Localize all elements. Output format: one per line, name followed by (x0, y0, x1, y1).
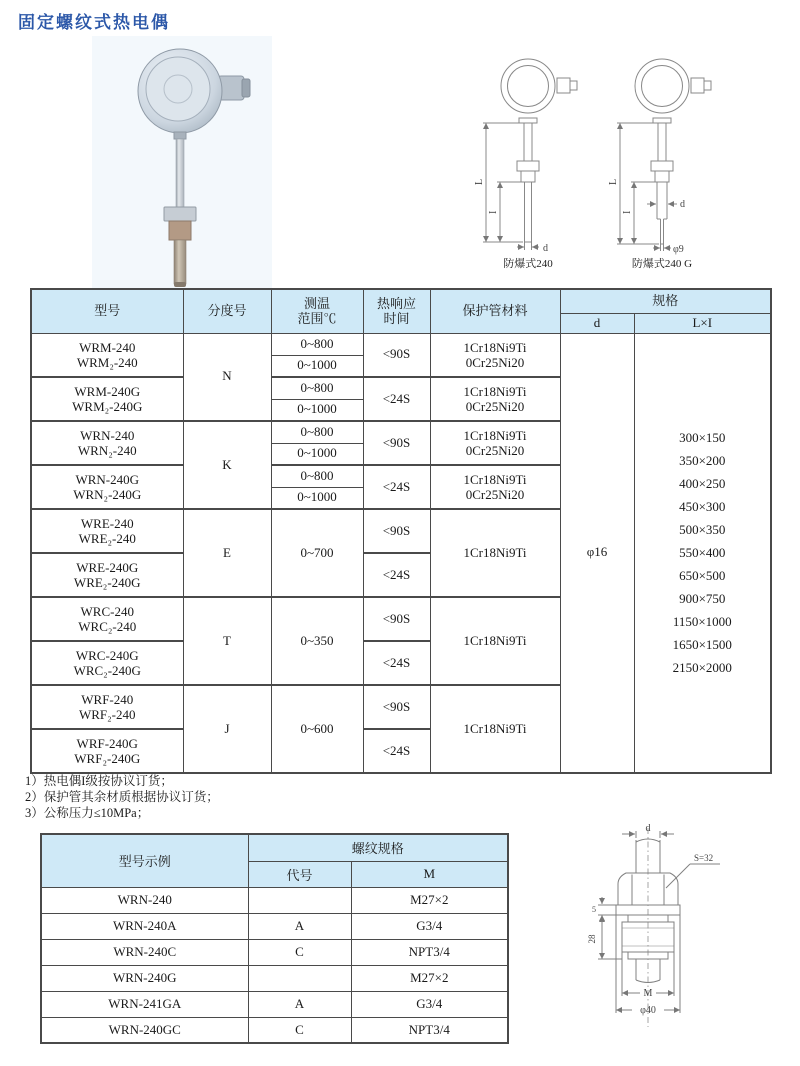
header-spec: 规格 (560, 289, 771, 313)
temp-cell: 0~800 (271, 377, 363, 399)
response-cell: <24S (363, 465, 430, 509)
header-tube-material: 保护管材料 (430, 289, 560, 333)
fit-dim-phi40-label: φ40 (640, 1005, 656, 1016)
m-cell: G3/4 (351, 913, 508, 939)
material-cell: 1Cr18Ni9Ti (430, 509, 560, 597)
response-cell: <90S (363, 685, 430, 729)
temp-cell: 0~1000 (271, 487, 363, 509)
m-cell: NPT3/4 (351, 1017, 508, 1043)
spec-table (30, 288, 772, 774)
lxi-values-cell: 300×150 350×200 400×250 450×300 500×350 550×400 650×500 900×750 1150×1000 1650×1500 2150×2000 (634, 333, 771, 773)
material-cell: 1Cr18Ni9Ti 0Cr25Ni20 (430, 465, 560, 509)
temp-cell: 0~1000 (271, 399, 363, 421)
header-temp-range: 测温 范围℃ (271, 289, 363, 333)
note-3: 3）公称压力≤10MPa； (25, 806, 150, 820)
model-cell: WRN-240 (41, 887, 248, 913)
material-cell: 1Cr18Ni9Ti 0Cr25Ni20 (430, 333, 560, 377)
model-cell: WRM-240 WRM₂-240 (31, 333, 183, 377)
response-cell: <90S (363, 509, 430, 553)
code-cell (248, 965, 351, 991)
caption-fangbao-240g: 防爆式240 G (631, 258, 693, 270)
model-cell: WRN-240C (41, 939, 248, 965)
dim-I-label: I (488, 210, 499, 214)
fit-dim-28-label: 28 (587, 934, 597, 944)
model-cell: WRC-240 WRC₂-240 (31, 597, 183, 641)
dim-d-label: d (543, 243, 548, 254)
page-title: 固定螺纹式热电偶 (18, 13, 170, 32)
code-cell: A (248, 913, 351, 939)
table-row (41, 913, 508, 939)
temp-cell: 0~350 (271, 597, 363, 685)
note-1: 1）热电偶I级按协议订货； (25, 774, 173, 788)
response-cell: <90S (363, 597, 430, 641)
header-d: d (560, 313, 634, 333)
response-cell: <24S (363, 729, 430, 773)
model-cell: WRN-240GC (41, 1017, 248, 1043)
response-cell: <24S (363, 377, 430, 421)
model-cell: WRN-240G (41, 965, 248, 991)
header-code: 代号 (248, 861, 351, 887)
material-cell: 1Cr18Ni9Ti 0Cr25Ni20 (430, 421, 560, 465)
fit-dim-d-label: d (645, 823, 651, 834)
m-cell: G3/4 (351, 991, 508, 1017)
dim-I-label: I (622, 210, 633, 214)
thread-table (40, 833, 509, 1044)
material-cell: 1Cr18Ni9Ti (430, 597, 560, 685)
table-row (41, 887, 508, 913)
response-cell: <24S (363, 553, 430, 597)
dimension-diagrams (455, 48, 775, 270)
diagram-240 (474, 59, 577, 270)
model-cell: WRM-240G WRM₂-240G (31, 377, 183, 421)
dim-L-label: L (474, 178, 485, 185)
diagram-240g (608, 59, 711, 270)
model-cell: WRN-240A (41, 913, 248, 939)
graduation-cell: J (183, 685, 271, 773)
note-2: 2）保护管其余材质根据协议订货； (25, 790, 219, 804)
graduation-cell: E (183, 509, 271, 597)
code-cell: A (248, 991, 351, 1017)
temp-cell: 0~700 (271, 509, 363, 597)
notes (25, 773, 219, 821)
d-value-cell: φ16 (560, 333, 634, 773)
graduation-cell: N (183, 333, 271, 421)
caption-fangbao-240: 防爆式240 (503, 258, 553, 270)
table-row (41, 991, 508, 1017)
fit-dim-5-label: 5 (592, 905, 596, 914)
dim-phi9-label: φ9 (673, 244, 684, 255)
diagram-canvas (455, 48, 775, 270)
code-cell: C (248, 1017, 351, 1043)
dim-d-label: d (680, 199, 685, 210)
header-lxi: L×I (634, 313, 771, 333)
header-model-example: 型号示例 (41, 834, 248, 887)
header-m: M (351, 861, 508, 887)
model-cell: WRN-240 WRN₂-240 (31, 421, 183, 465)
temp-cell: 0~800 (271, 333, 363, 355)
graduation-cell: K (183, 421, 271, 509)
model-cell: WRN-241GA (41, 991, 248, 1017)
model-cell: WRE-240 WRE₂-240 (31, 509, 183, 553)
temp-cell: 0~800 (271, 465, 363, 487)
code-cell (248, 887, 351, 913)
header-thread-spec: 螺纹规格 (248, 834, 508, 861)
model-cell: WRF-240G WRF₂-240G (31, 729, 183, 773)
m-cell: M27×2 (351, 965, 508, 991)
table-row (41, 1017, 508, 1043)
product-photo (92, 36, 272, 291)
m-cell: NPT3/4 (351, 939, 508, 965)
header-graduation: 分度号 (183, 289, 271, 333)
response-cell: <90S (363, 333, 430, 377)
response-cell: <24S (363, 641, 430, 685)
thermocouple-photo-image (92, 36, 272, 291)
graduation-cell: T (183, 597, 271, 685)
table-row (41, 965, 508, 991)
dim-L-label: L (608, 178, 619, 185)
fit-dim-m-label: M (643, 988, 653, 999)
m-cell: M27×2 (351, 887, 508, 913)
header-response-time: 热响应 时间 (363, 289, 430, 333)
temp-cell: 0~600 (271, 685, 363, 773)
fitting-drawing (578, 822, 790, 1052)
fit-dim-s32-label: S=32 (694, 853, 714, 863)
temp-cell: 0~1000 (271, 355, 363, 377)
model-cell: WRC-240G WRC₂-240G (31, 641, 183, 685)
model-cell: WRN-240G WRN₂-240G (31, 465, 183, 509)
material-cell: 1Cr18Ni9Ti 0Cr25Ni20 (430, 377, 560, 421)
model-cell: WRE-240G WRE₂-240G (31, 553, 183, 597)
header-model: 型号 (31, 289, 183, 333)
temp-cell: 0~1000 (271, 443, 363, 465)
material-cell: 1Cr18Ni9Ti (430, 685, 560, 773)
table-row (41, 939, 508, 965)
code-cell: C (248, 939, 351, 965)
fitting-drawing-image (578, 822, 790, 1052)
response-cell: <90S (363, 421, 430, 465)
model-cell: WRF-240 WRF₂-240 (31, 685, 183, 729)
temp-cell: 0~800 (271, 421, 363, 443)
